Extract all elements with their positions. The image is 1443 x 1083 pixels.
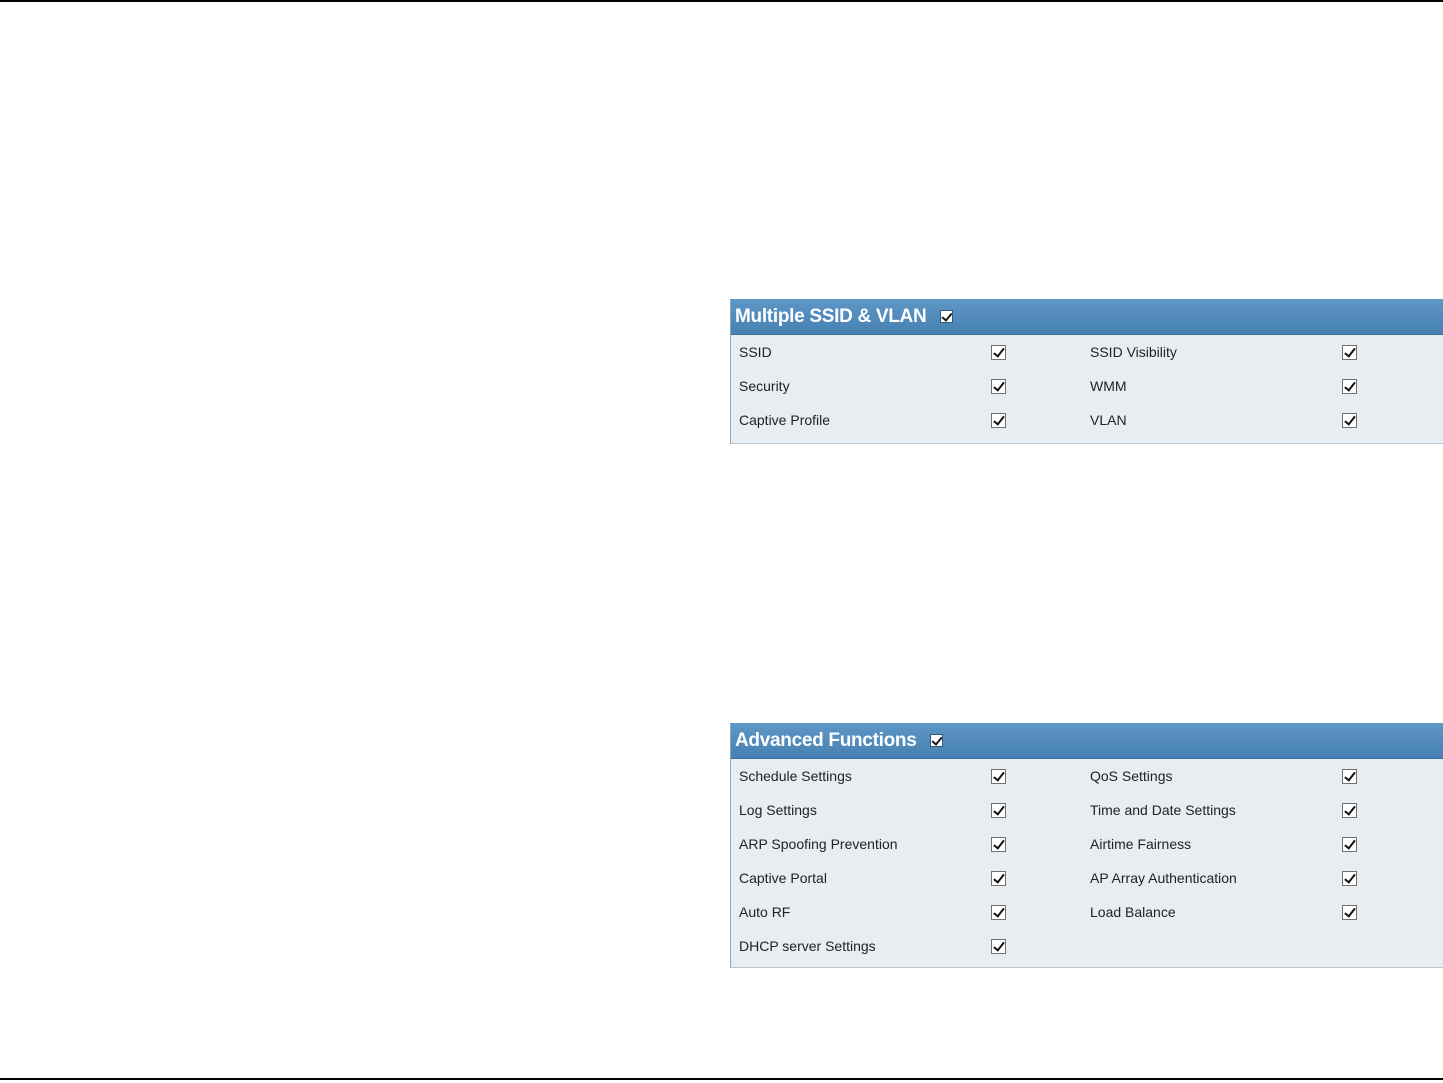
option-label: Log Settings (739, 802, 817, 818)
arp-spoofing-prevention-checkbox[interactable] (991, 837, 1006, 852)
top-rule (0, 0, 1443, 2)
option-label: SSID (739, 344, 772, 360)
advanced-row (731, 895, 1443, 929)
advanced-row (731, 759, 1443, 793)
option-label: Load Balance (1090, 904, 1176, 920)
vlan-checkbox[interactable] (1342, 413, 1357, 428)
advanced-select-all-checkbox[interactable] (930, 734, 943, 747)
option-label: QoS Settings (1090, 768, 1173, 784)
time-date-settings-checkbox[interactable] (1342, 803, 1357, 818)
option-label: ARP Spoofing Prevention (739, 836, 898, 852)
option-label: Time and Date Settings (1090, 802, 1236, 818)
advanced-functions-header (731, 723, 1443, 759)
option-label: WMM (1090, 378, 1127, 394)
option-label: Airtime Fairness (1090, 836, 1192, 852)
option-label: SSID Visibility (1090, 344, 1177, 360)
captive-portal-checkbox[interactable] (991, 871, 1006, 886)
ssid-vlan-panel (730, 299, 1443, 444)
option-label: VLAN (1090, 412, 1127, 428)
advanced-row (731, 861, 1443, 895)
captive-profile-checkbox[interactable] (991, 413, 1006, 428)
advanced-functions-panel (730, 723, 1443, 968)
advanced-functions-title: Advanced Functions (735, 729, 917, 751)
qos-settings-checkbox[interactable] (1342, 769, 1357, 784)
ap-array-authentication-checkbox[interactable] (1342, 871, 1357, 886)
ssid-vlan-select-all-checkbox[interactable] (940, 310, 953, 323)
option-label: Auto RF (739, 904, 791, 920)
log-settings-checkbox[interactable] (991, 803, 1006, 818)
option-label: AP Array Authentication (1090, 870, 1237, 886)
ssid-visibility-checkbox[interactable] (1342, 345, 1357, 360)
dhcp-server-settings-checkbox[interactable] (991, 939, 1006, 954)
ssid-checkbox[interactable] (991, 345, 1006, 360)
ssid-vlan-title: Multiple SSID & VLAN (735, 305, 927, 327)
auto-rf-checkbox[interactable] (991, 905, 1006, 920)
schedule-settings-checkbox[interactable] (991, 769, 1006, 784)
option-label: Captive Profile (739, 412, 831, 428)
option-label: DHCP server Settings (739, 938, 876, 954)
option-label: Captive Portal (739, 870, 827, 886)
bottom-rule (0, 1078, 1443, 1080)
ssid-vlan-row (731, 403, 1443, 437)
advanced-row (731, 793, 1443, 827)
ssid-vlan-row (731, 369, 1443, 403)
wmm-checkbox[interactable] (1342, 379, 1357, 394)
security-checkbox[interactable] (991, 379, 1006, 394)
ssid-vlan-row (731, 335, 1443, 369)
option-label: Schedule Settings (739, 768, 852, 784)
load-balance-checkbox[interactable] (1342, 905, 1357, 920)
ssid-vlan-header (731, 299, 1443, 335)
airtime-fairness-checkbox[interactable] (1342, 837, 1357, 852)
option-label: Security (739, 378, 790, 394)
advanced-row (731, 827, 1443, 861)
advanced-row (731, 929, 1443, 963)
